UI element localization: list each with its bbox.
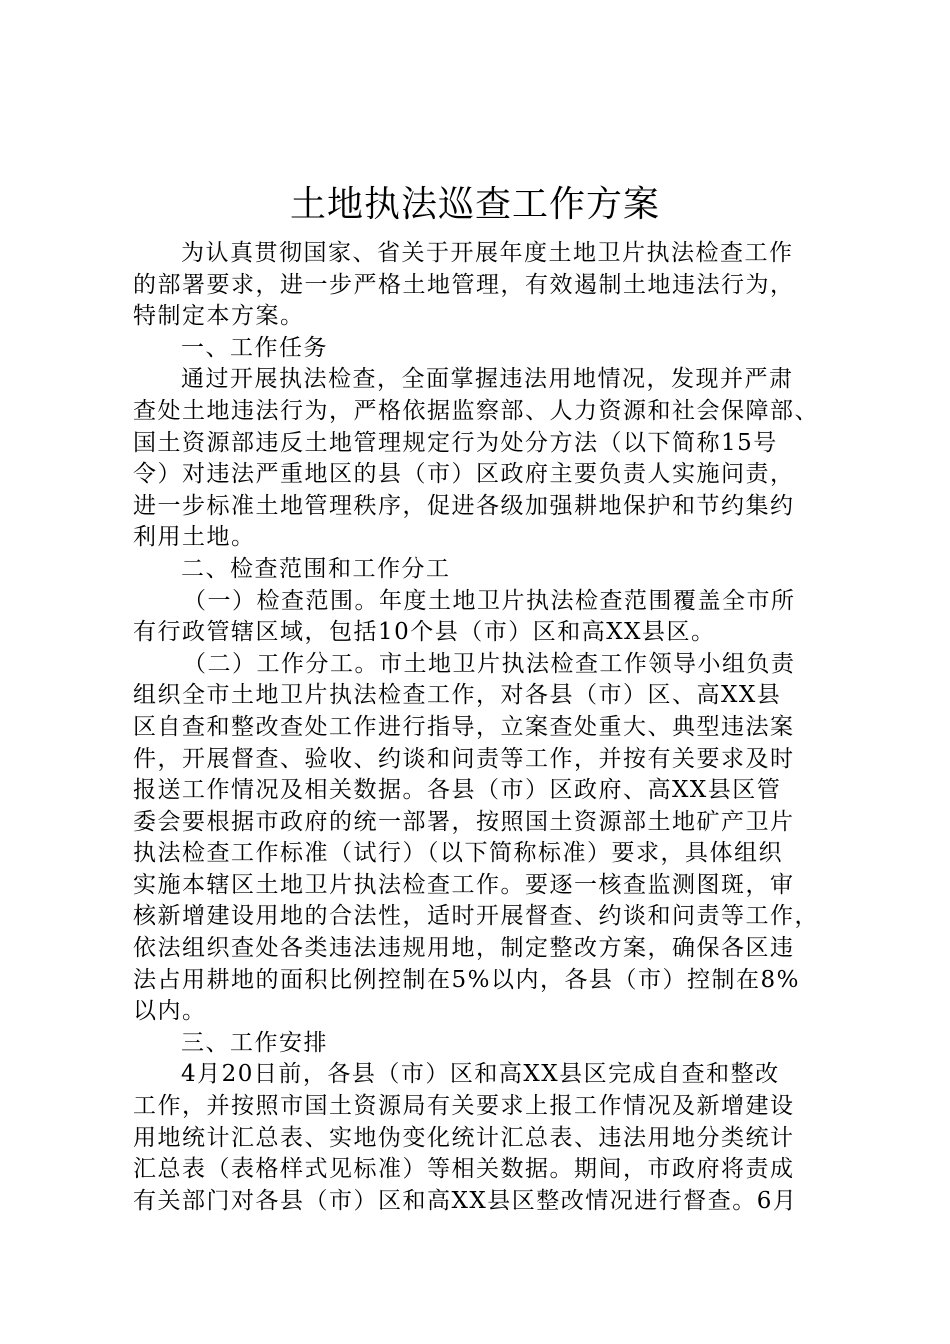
paragraph-line: 有行政管辖区域，包括10个县（市）区和高XX县区。 [133, 619, 716, 646]
document-title: 土地执法巡查工作方案 [289, 184, 660, 225]
paragraph-line: 执法检查工作标准（试行）（以下简称标准）要求，具体组织 [133, 840, 783, 867]
paragraph-line: 特制定本方案。 [133, 303, 305, 330]
paragraph-line: 通过开展执法检查，全面掌握违法用地情况，发现并严肃 [181, 366, 794, 393]
paragraph-line: 查处土地违法行为，严格依据监察部、人力资源和社会保障部、 [133, 397, 819, 424]
paragraph-line: 为认真贯彻国家、省关于开展年度土地卫片执法检查工作 [181, 240, 794, 266]
paragraph-line: 报送工作情况及相关数据。各县（市）区政府、高XX县区管 [133, 777, 782, 804]
paragraph-line: 区自查和整改查处工作进行指导，立案查处重大、典型违法案 [133, 713, 795, 740]
section-heading: 二、检查范围和工作分工 [181, 555, 451, 582]
paragraph-line: 实施本辖区土地卫片执法检查工作。要逐一核查监测图斑，审 [133, 871, 795, 898]
paragraph-line: 令）对违法严重地区的县（市）区政府主要负责人实施问责， [133, 461, 795, 488]
section-heading: 三、工作安排 [181, 1029, 328, 1056]
paragraph-line: （一）检查范围。年度土地卫片执法检查范围覆盖全市所 [183, 587, 796, 614]
paragraph-line: 用地统计汇总表、实地伪变化统计汇总表、违法用地分类统计 [133, 1124, 795, 1151]
paragraph-line: 组织全市土地卫片执法检查工作，对各县（市）区、高XX县 [133, 682, 782, 709]
paragraph-line: 的部署要求，进一步严格土地管理，有效遏制土地违法行为， [133, 271, 795, 298]
paragraph-line: 依法组织查处各类违法违规用地，制定整改方案，确保各区违 [133, 935, 795, 962]
paragraph-line: 进一步标准土地管理秩序，促进各级加强耕地保护和节约集约 [133, 492, 795, 519]
paragraph-line: 件，开展督查、验收、约谈和问责等工作，并按有关要求及时 [133, 745, 795, 772]
paragraph-line: 工作，并按照市国土资源局有关要求上报工作情况及新增建设 [133, 1093, 795, 1120]
section-heading: 一、工作任务 [181, 334, 328, 361]
paragraph-line: 法占用耕地的面积比例控制在5%以内，各县（市）控制在8% [133, 966, 800, 993]
paragraph-line: 以内。 [133, 998, 207, 1025]
document-body [133, 238, 823, 1217]
paragraph-line: 有关部门对各县（市）区和高XX县区整改情况进行督查。6月 [133, 1187, 798, 1214]
paragraph-line: 4月20日前，各县（市）区和高XX县区完成自查和整改 [181, 1061, 780, 1088]
paragraph-line: （二）工作分工。市土地卫片执法检查工作领导小组负责 [183, 650, 796, 677]
paragraph-line: 国土资源部违反土地管理规定行为处分方法（以下简称15号 [133, 429, 778, 456]
paragraph-line: 利用土地。 [133, 524, 256, 551]
paragraph-line: 汇总表（表格样式见标准）等相关数据。期间，市政府将责成 [133, 1156, 795, 1183]
paragraph-line: 核新增建设用地的合法性，适时开展督查、约谈和问责等工作， [133, 903, 819, 930]
paragraph-line: 委会要根据市政府的统一部署，按照国土资源部土地矿产卫片 [133, 808, 795, 835]
